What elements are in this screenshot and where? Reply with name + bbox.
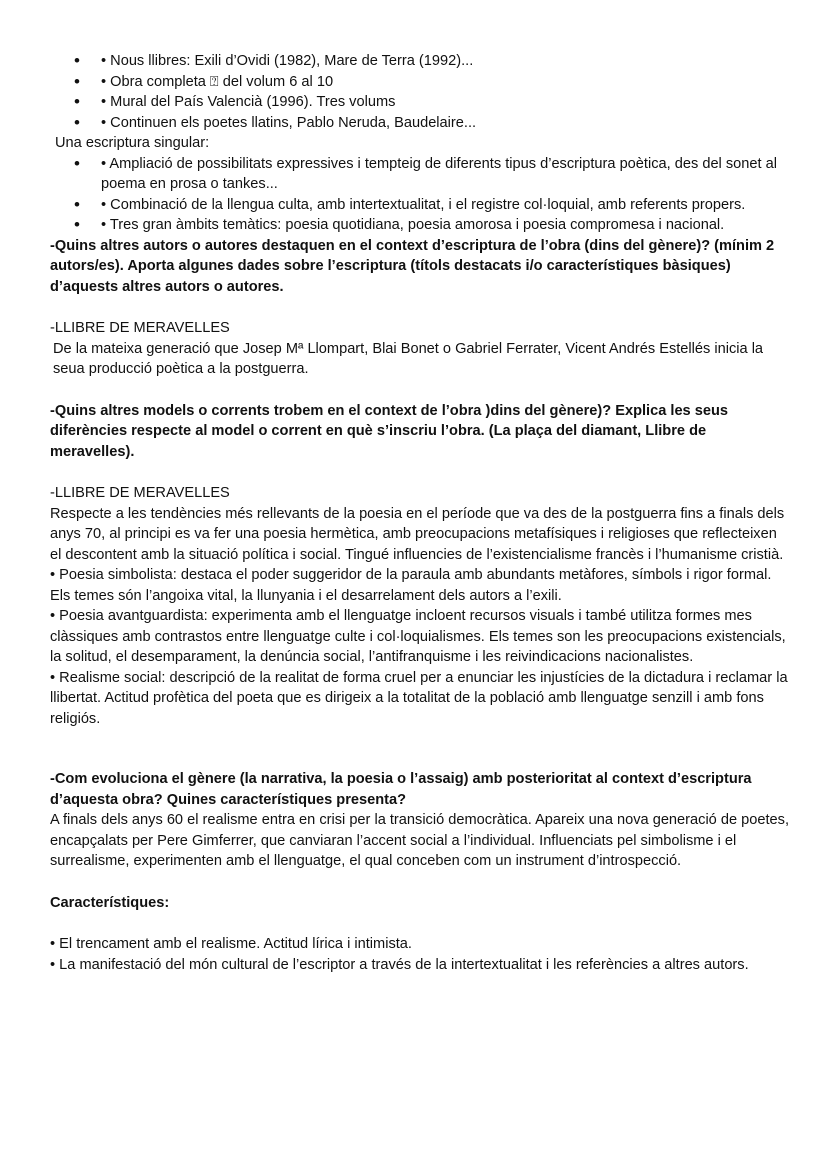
answer-2-point: • Poesia simbolista: destaca el poder suggeridor de la paraula amb abundants metàfores, símbols i rigor formal. Els temes són l’angoixa vital, la llunyania i el desarrelament dels autors a l’exili. bbox=[50, 567, 772, 604]
list-item: • • Combinació de la llengua culta, amb intertextualitat, i el registre col·loquial, amb referents propers. bbox=[50, 195, 790, 216]
characteristics-heading: Característiques: bbox=[50, 894, 170, 911]
list-item: • • Ampliació de possibilitats expressives i tempteig de diferents tipus d’escriptura poètica, des del sonet al poema en prosa o tankes... bbox=[50, 154, 790, 195]
answer-2-point: • Realisme social: descripció de la realitat de forma cruel per a enunciar les injustícies de la dictadura i reclamar la llibertat. Actitud profètica del poeta que es dirigeix a la totalitat de la població amb llenguatge senzill i amb fons religiós. bbox=[50, 669, 788, 727]
characteristics-point: • La manifestació del món cultural de l’escriptor a través de la intertextualitat i les referències a altres autors. bbox=[50, 956, 749, 973]
section-heading: Una escriptura singular: bbox=[55, 135, 210, 151]
list-item: • • Obra completa ⍰ del volum 6 al 10 bbox=[50, 72, 790, 93]
list-item: • • Mural del País Valencià (1996). Tres volums bbox=[50, 92, 790, 113]
question-3: -Com evoluciona el gènere (la narrativa, la poesia o l’assaig) amb posterioritat al context d’escriptura d’aquesta obra? Quines característiques presenta? bbox=[50, 771, 752, 808]
answer-2-title: -LLIBRE DE MERAVELLES bbox=[50, 485, 230, 501]
works-list bbox=[50, 51, 790, 133]
characteristics-point: • El trencament amb el realisme. Actitud lírica i intimista. bbox=[50, 936, 412, 952]
list-item: • • Tres gran àmbits temàtics: poesia quotidiana, poesia amorosa i poesia compromesa i nacional. bbox=[50, 215, 790, 236]
list-item: • • Nous llibres: Exili d’Ovidi (1982), Mare de Terra (1992)... bbox=[50, 51, 790, 72]
question-1: -Quins altres autors o autores destaquen en el context d’escriptura de l’obra (dins del gènere)? (mínim 2 autors/es). Aporta algunes dades sobre l’escriptura (títols destacats i/o característiques bàsiques) d’aquests altres autors o autores. bbox=[50, 237, 775, 295]
answer-2-intro: Respecte a les tendències més rellevants de la poesia en el període que va des de la postguerra fins a finals dels anys 70, al principi es va fer una poesia hermètica, amb preocupacions metafísiques i religioses que reflecteixen el descontent amb la situació política i social. Tingué influencies de l’existencialisme francès i l’humanisme cristià. bbox=[50, 505, 785, 563]
question-2: -Quins altres models o corrents trobem en el context de l’obra )dins del gènere)? Explica les seus diferències respecte al model o corrent en què s’inscriu l’obra. (La plaça del diamant, Llibre de meravelles). bbox=[50, 402, 728, 460]
answer-1-text: De la mateixa generació que Josep Mª Llompart, Blai Bonet o Gabriel Ferrater, Vicent Andrés Estellés inicia la seua producció poètica a la postguerra. bbox=[53, 340, 764, 377]
answer-2-point: • Poesia avantguardista: experimenta amb el llenguatge incloent recursos visuals i també utilitza formes mes clàssiques amb contrastos entre llenguatge culte i col·loquialismes. Els temes son les preocupacions existencials, la solitud, el desemparament, la denúncia social, l’antifranquisme i les reivindicacions nacionalistes. bbox=[50, 608, 786, 665]
answer-1-title: -LLIBRE DE MERAVELLES bbox=[50, 320, 230, 336]
document-content bbox=[50, 51, 790, 975]
singular-list bbox=[50, 154, 790, 236]
answer-3-text: A finals dels anys 60 el realisme entra en crisi per la transició democràtica. Apareix una nova generació de poetes, encapçalats per Pere Gimferrer, que canviaran l’accent social a l’individual. Influenciats pel simbolisme i el surrealisme, experimenten amb el llenguatge, el qual conceben com un instrument d’introspecció. bbox=[50, 812, 790, 869]
list-item: • • Continuen els poetes llatins, Pablo Neruda, Baudelaire... bbox=[50, 113, 790, 134]
